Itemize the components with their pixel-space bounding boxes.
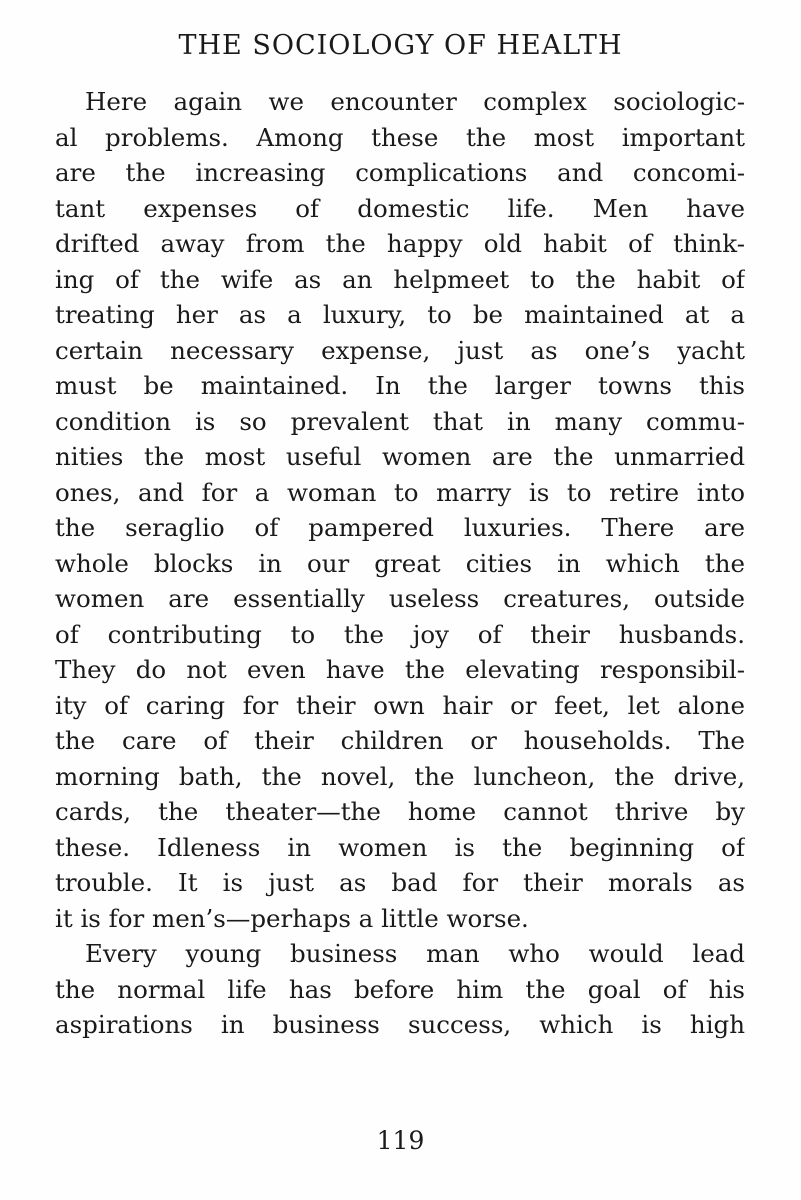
- text-line: tant expenses of domestic life. Men have: [55, 193, 745, 223]
- text-line: of contributing to the joy of their husbands.: [55, 619, 745, 649]
- text-line: aspirations in business success, which is high: [55, 1010, 745, 1039]
- text-line: ing of the wife as an helpmeet to the habit of: [55, 264, 745, 294]
- running-head: THE SOCIOLOGY OF HEALTH: [178, 30, 623, 61]
- text-line: treating her as a luxury, to be maintained at a: [55, 300, 745, 329]
- text-line: cards, the theater—the home cannot thrive by: [55, 797, 745, 826]
- text-line: whole blocks in our great cities in which the: [55, 548, 745, 578]
- text-line: the seraglio of pampered luxuries. There are: [55, 513, 745, 542]
- body-text: [55, 84, 745, 1043]
- text-line: certain necessary expense, just as one’s yacht: [55, 335, 745, 365]
- text-line: They do not even have the elevating responsibil-: [55, 655, 745, 684]
- text-line: these. Idleness in women is the beginning of: [55, 832, 745, 862]
- text-line: ity of caring for their own hair or feet, let alone: [55, 690, 745, 720]
- text-line: women are essentially useless creatures, outside: [55, 584, 745, 613]
- text-line: the care of their children or households. The: [55, 726, 745, 755]
- text-line: trouble. It is just as bad for their morals as: [55, 868, 745, 897]
- text-line: Here again we encounter complex sociologic-: [85, 87, 745, 116]
- text-line: ones, and for a woman to marry is to retire into: [55, 477, 745, 507]
- text-line: drifted away from the happy old habit of think-: [55, 229, 745, 258]
- text-line: morning bath, the novel, the luncheon, the drive,: [55, 761, 745, 791]
- text-line: the normal life has before him the goal of his: [55, 974, 745, 1004]
- page-number: 119: [376, 1126, 425, 1155]
- text-line: al problems. Among these the most important: [55, 122, 745, 152]
- text-line: Every young business man who would lead: [85, 939, 745, 968]
- text-line: must be maintained. In the larger towns this: [55, 371, 745, 400]
- text-line: it is for men’s—perhaps a little worse.: [55, 903, 529, 933]
- text-line: nities the most useful women are the unmarried: [55, 442, 745, 471]
- text-line: are the increasing complications and concomi-: [55, 158, 745, 187]
- text-line: condition is so prevalent that in many commu-: [55, 406, 745, 436]
